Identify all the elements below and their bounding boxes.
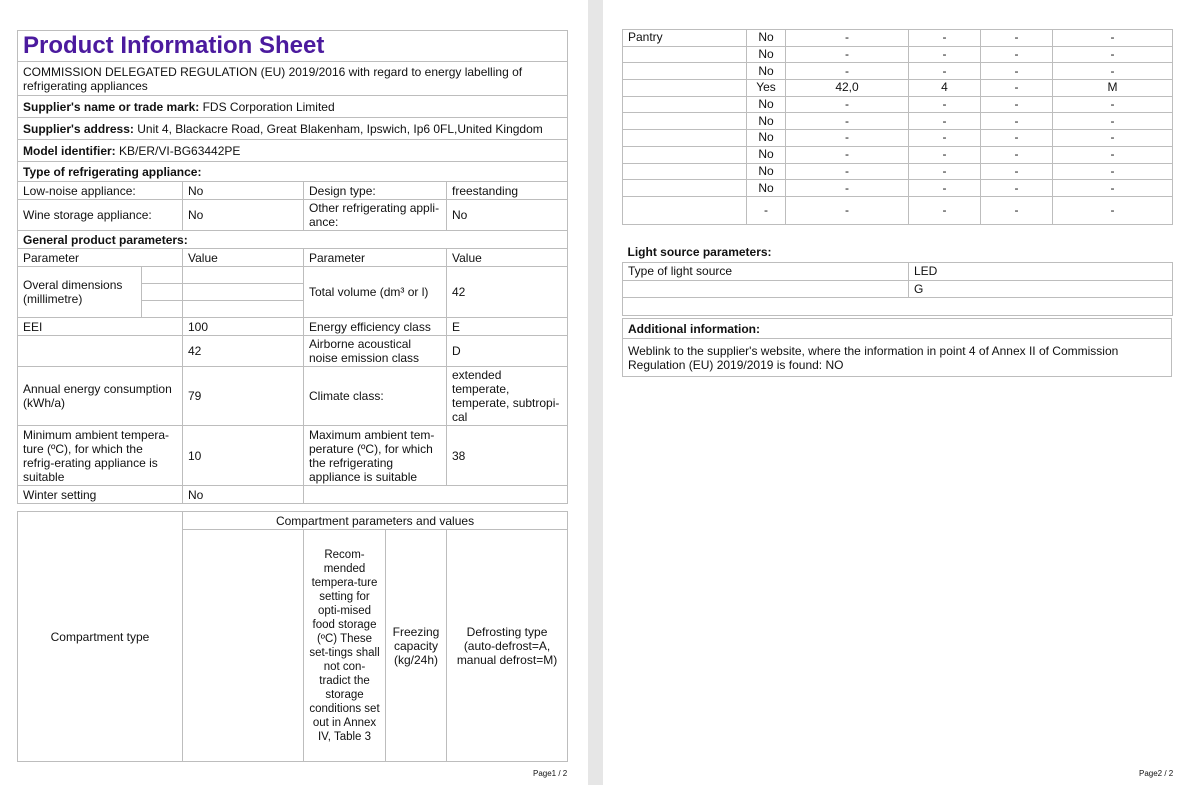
compartment-cell-c3: - — [981, 196, 1053, 224]
supplier-address-value: Unit 4, Blackacre Road, Great Blakenham, Ipswich, Ip6 0FL,United Kingdom — [137, 121, 543, 136]
compartment-cell-c2: - — [909, 113, 981, 130]
compartment-cell-c4: - — [1053, 113, 1173, 130]
light-type-value: LED — [909, 262, 1173, 280]
compartment-cell-c2: - — [909, 63, 981, 80]
compartment-row — [623, 46, 1173, 63]
climate-class-value: extended temperate, temperate, subtropi-cal — [447, 367, 568, 426]
weblink-text: Weblink to the supplier's website, where the information in point 4 of Annex II of Commission Regulation (EU) 2019/2019 is found: NO — [623, 339, 1172, 377]
supplier-name-label: Supplier's name or trade mark: — [23, 99, 200, 114]
compartment-cell-c4: - — [1053, 30, 1173, 47]
compartment-cell-name — [623, 46, 747, 63]
compartment-cell-c1: - — [786, 96, 909, 113]
design-type-value: freestanding — [447, 182, 568, 200]
col-value-1: Value — [183, 249, 304, 267]
compartment-cell-c2: - — [909, 30, 981, 47]
compartment-cell-c1: - — [786, 180, 909, 197]
compartment-row — [623, 180, 1173, 197]
light-source-table — [622, 242, 1173, 316]
light-spacer — [623, 297, 1173, 315]
light-heading: Light source parameters: — [623, 242, 1173, 262]
low-noise-value: No — [183, 182, 304, 200]
efficiency-class-label: Energy efficiency class — [304, 318, 447, 336]
winter-empty — [304, 486, 568, 504]
supplier-address-row — [18, 118, 568, 140]
compartment-cell-present: No — [747, 130, 786, 147]
compartment-cell-c3: - — [981, 96, 1053, 113]
wine-label: Wine storage appliance: — [18, 200, 183, 231]
light-type-label: Type of light source — [623, 262, 909, 280]
compartment-cell-name — [623, 196, 747, 224]
compartment-cell-c3: - — [981, 146, 1053, 163]
compartment-cell-name: Pantry — [623, 30, 747, 47]
compartment-cell-present: No — [747, 96, 786, 113]
general-heading: General product parameters: — [18, 231, 568, 249]
compartment-cell-name — [623, 113, 747, 130]
compartment-cell-c1: - — [786, 113, 909, 130]
max-temp-value: 38 — [447, 426, 568, 486]
page-number-1: Page1 / 2 — [533, 769, 568, 778]
noise-class-value: D — [447, 336, 568, 367]
compartment-cell-c2: - — [909, 146, 981, 163]
compartment-row — [623, 130, 1173, 147]
noise-empty-label — [18, 336, 183, 367]
compartment-cell-c4: - — [1053, 163, 1173, 180]
compartment-cell-c3: - — [981, 63, 1053, 80]
compartment-cell-c2: - — [909, 46, 981, 63]
compartment-header-table — [17, 511, 568, 762]
compartment-row — [623, 80, 1173, 97]
winter-setting-label: Winter setting — [18, 486, 183, 504]
compartment-empty-col — [183, 530, 304, 762]
additional-heading: Additional information: — [623, 319, 1172, 339]
compartment-cell-present: No — [747, 146, 786, 163]
total-volume-value: 42 — [447, 267, 568, 318]
compartment-cell-c1: 42,0 — [786, 80, 909, 97]
compartment-cell-present: - — [747, 196, 786, 224]
compartment-cell-present: No — [747, 163, 786, 180]
climate-class-label: Climate class: — [304, 367, 447, 426]
compartment-cell-name — [623, 80, 747, 97]
compartment-cell-name — [623, 163, 747, 180]
page-number-2: Page2 / 2 — [1139, 769, 1174, 778]
compartment-cell-c4: - — [1053, 46, 1173, 63]
compartment-cell-name — [623, 96, 747, 113]
col-parameter-2: Parameter — [304, 249, 447, 267]
design-type-label: Design type: — [304, 182, 447, 200]
compartment-cell-c1: - — [786, 130, 909, 147]
compartment-row — [623, 30, 1173, 47]
compartment-cell-c1: - — [786, 30, 909, 47]
compartment-cell-c3: - — [981, 130, 1053, 147]
model-label: Model identifier: — [23, 143, 116, 158]
eei-value: 100 — [183, 318, 304, 336]
compartment-cell-present: No — [747, 180, 786, 197]
eei-label: EEI — [18, 318, 183, 336]
compartment-cell-c3: - — [981, 46, 1053, 63]
compartment-cell-name — [623, 146, 747, 163]
compartment-cell-c3: - — [981, 30, 1053, 47]
compartment-row — [623, 63, 1173, 80]
compartment-cell-c2: - — [909, 130, 981, 147]
compartment-cell-name — [623, 63, 747, 80]
page-1 — [0, 0, 588, 785]
compartment-cell-c1: - — [786, 63, 909, 80]
compartment-row — [623, 146, 1173, 163]
other-label: Other refrigerating appli-ance: — [304, 200, 447, 231]
compartment-params-heading: Compartment parameters and values — [183, 512, 568, 530]
product-info-table — [17, 30, 568, 504]
model-value: KB/ER/VI-BG63442PE — [119, 143, 241, 158]
dims-label: Overal dimensions (millimetre) — [18, 267, 142, 318]
compartment-cell-c4: - — [1053, 63, 1173, 80]
compartment-cell-c2: - — [909, 163, 981, 180]
max-temp-label: Maximum ambient tem-perature (ºC), for which the refrigerating appliance is suitable — [304, 426, 447, 486]
type-heading: Type of refrigerating appliance: — [18, 162, 568, 182]
other-value: No — [447, 200, 568, 231]
compartment-cell-c1: - — [786, 46, 909, 63]
compartment-cell-c1: - — [786, 163, 909, 180]
compartment-cell-c2: - — [909, 180, 981, 197]
noise-class-label: Airborne acoustical noise emission class — [304, 336, 447, 367]
min-temp-value: 10 — [183, 426, 304, 486]
compartment-values-table — [622, 29, 1173, 225]
noise-value: 42 — [183, 336, 304, 367]
compartment-type-header: Compartment type — [18, 512, 183, 762]
model-row — [18, 140, 568, 162]
defrost-type-header: Defrosting type (auto-defrost=A, manual defrost=M) — [447, 530, 568, 762]
compartment-cell-c3: - — [981, 163, 1053, 180]
page-2 — [603, 0, 1193, 785]
compartment-cell-c4: M — [1053, 80, 1173, 97]
compartment-cell-c1: - — [786, 146, 909, 163]
dims-values — [183, 267, 304, 318]
additional-info-table — [622, 318, 1172, 377]
low-noise-label: Low-noise appliance: — [18, 182, 183, 200]
compartment-row — [623, 163, 1173, 180]
compartment-row — [623, 196, 1173, 224]
compartment-cell-c1: - — [786, 196, 909, 224]
supplier-address-label: Supplier's address: — [23, 121, 134, 136]
compartment-cell-c4: - — [1053, 196, 1173, 224]
recommended-temp-header: Recom-mended tempera-ture setting for opti-mised food storage (ºC) These set-tings shall not con-tradict the storage conditions set out in Annex IV, Table 3 — [304, 530, 386, 762]
compartment-cell-present: No — [747, 30, 786, 47]
compartment-row — [623, 96, 1173, 113]
total-volume-label: Total volume (dm³ or l) — [304, 267, 447, 318]
dims-cells — [142, 267, 183, 318]
compartment-cell-c3: - — [981, 113, 1053, 130]
compartment-row — [623, 113, 1173, 130]
supplier-name-value: FDS Corporation Limited — [202, 99, 335, 114]
compartment-cell-c2: 4 — [909, 80, 981, 97]
compartment-cell-c4: - — [1053, 180, 1173, 197]
wine-value: No — [183, 200, 304, 231]
compartment-cell-present: No — [747, 46, 786, 63]
annual-energy-label: Annual energy consumption (kWh/a) — [18, 367, 183, 426]
light-class-empty — [623, 280, 909, 297]
compartment-cell-present: No — [747, 63, 786, 80]
compartment-cell-c4: - — [1053, 146, 1173, 163]
compartment-cell-c3: - — [981, 180, 1053, 197]
freezing-capacity-header: Freezing capacity (kg/24h) — [386, 530, 447, 762]
min-temp-label: Minimum ambient tempera-ture (ºC), for which the refrig-erating appliance is suitable — [18, 426, 183, 486]
winter-setting-value: No — [183, 486, 304, 504]
col-parameter-1: Parameter — [18, 249, 183, 267]
efficiency-class-value: E — [447, 318, 568, 336]
regulation-text: COMMISSION DELEGATED REGULATION (EU) 2019/2016 with regard to energy labelling of refrigerating appliances — [18, 62, 568, 96]
compartment-cell-c3: - — [981, 80, 1053, 97]
compartment-cell-present: Yes — [747, 80, 786, 97]
compartment-cell-name — [623, 130, 747, 147]
compartment-cell-name — [623, 180, 747, 197]
compartment-cell-present: No — [747, 113, 786, 130]
supplier-name-row — [18, 96, 568, 118]
light-class-value: G — [909, 280, 1173, 297]
compartment-cell-c2: - — [909, 196, 981, 224]
col-value-2: Value — [447, 249, 568, 267]
annual-energy-value: 79 — [183, 367, 304, 426]
compartment-cell-c4: - — [1053, 130, 1173, 147]
compartment-cell-c2: - — [909, 96, 981, 113]
sheet-title: Product Information Sheet — [18, 31, 568, 62]
compartment-cell-c4: - — [1053, 96, 1173, 113]
